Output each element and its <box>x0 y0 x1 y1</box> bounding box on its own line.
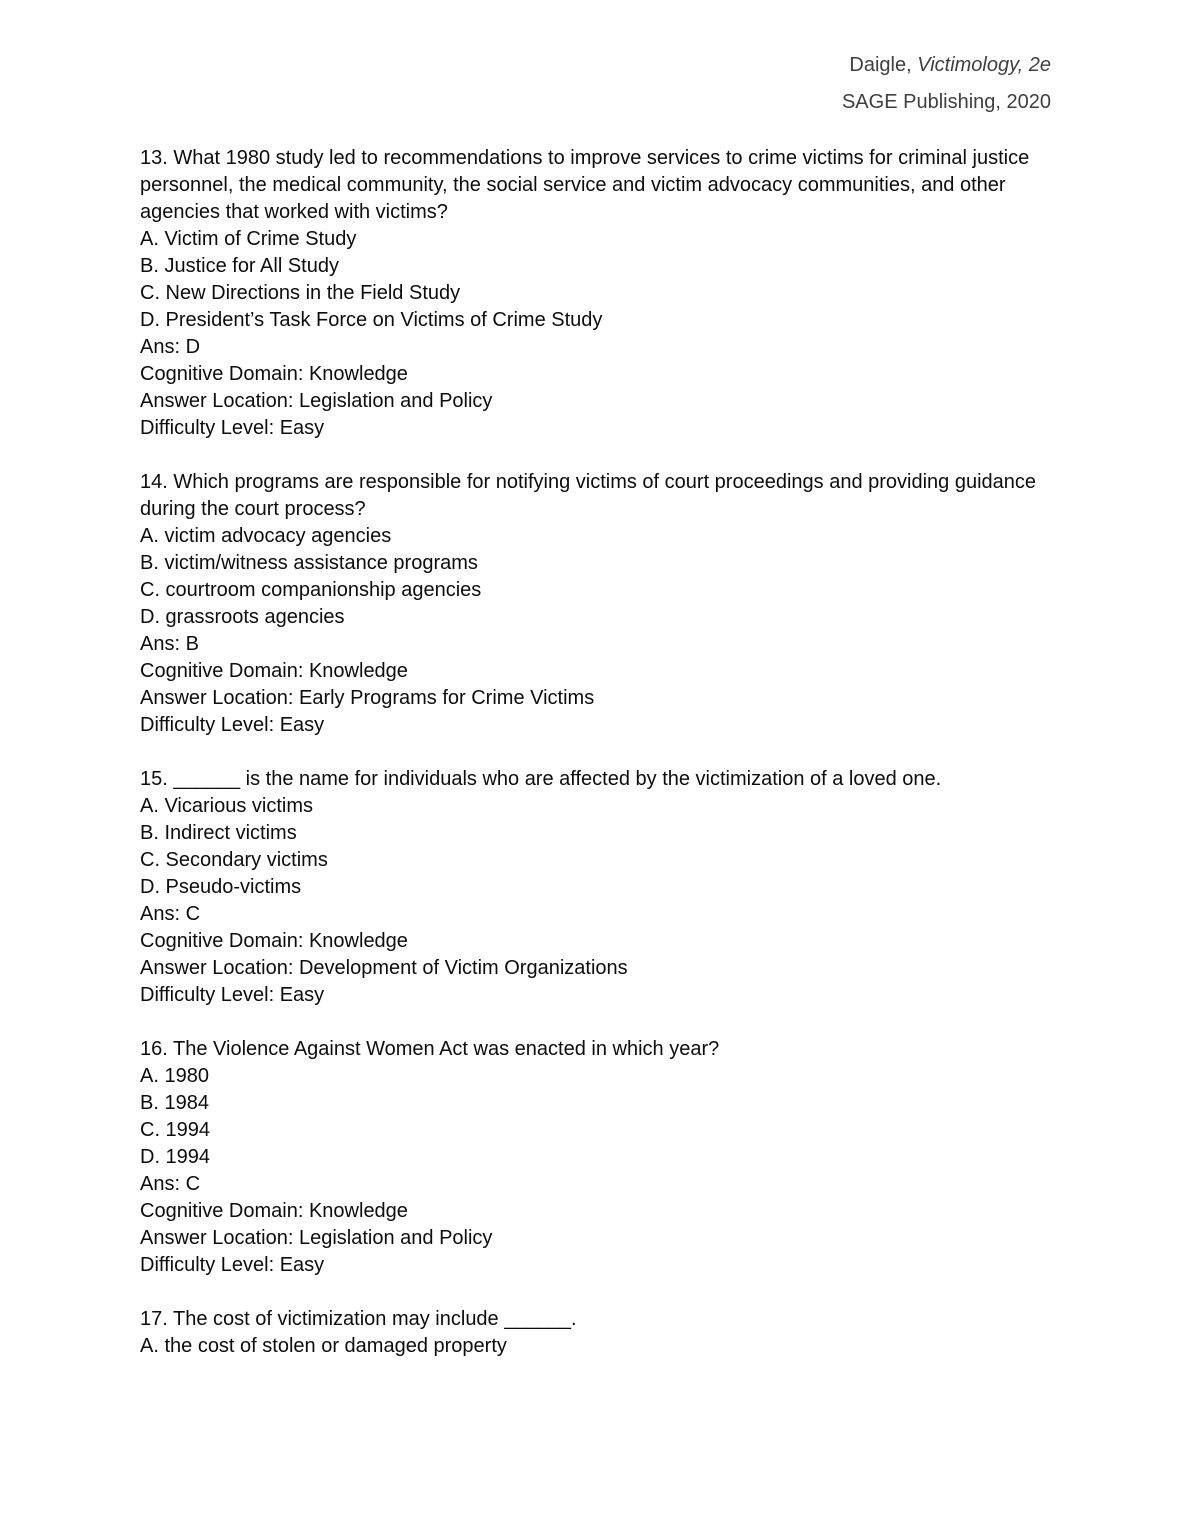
cognitive-domain-line: Cognitive Domain: Knowledge <box>140 1200 408 1222</box>
answer-location-line: Answer Location: Legislation and Policy <box>140 1227 493 1249</box>
question-text: 14. Which programs are responsible for notifying victims of court proceedings and providing guidance during the court process? <box>140 471 1042 520</box>
option-line: B. Justice for All Study <box>140 255 339 277</box>
option-line: D. Pseudo-victims <box>140 876 302 898</box>
question-block <box>140 469 1051 739</box>
question-options <box>140 793 1051 901</box>
option-line: A. victim advocacy agencies <box>140 525 392 547</box>
question-options <box>140 226 1051 334</box>
answer-line: Ans: C <box>140 1173 201 1195</box>
header-publisher: SAGE Publishing, 2020 <box>841 91 1051 113</box>
option-line: B. victim/witness assistance programs <box>140 552 478 574</box>
cognitive-domain-line: Cognitive Domain: Knowledge <box>140 363 408 385</box>
difficulty-line: Difficulty Level: Easy <box>140 1254 325 1276</box>
question-options <box>140 1063 1051 1171</box>
questions-list <box>140 145 1051 1360</box>
question-text: 15. ______ is the name for individuals who are affected by the victimization of a loved one. <box>140 768 942 790</box>
question-text: 17. The cost of victimization may include ______. <box>140 1308 577 1330</box>
option-line: C. Secondary victims <box>140 849 328 871</box>
difficulty-line: Difficulty Level: Easy <box>140 714 325 736</box>
option-line: B. Indirect victims <box>140 822 297 844</box>
answer-location-line: Answer Location: Development of Victim Organizations <box>140 957 628 979</box>
answer-location-line: Answer Location: Early Programs for Crime Victims <box>140 687 595 709</box>
option-line: C. courtroom companionship agencies <box>140 579 482 601</box>
difficulty-line: Difficulty Level: Easy <box>140 984 325 1006</box>
question-block <box>140 1306 1051 1360</box>
header-citation <box>140 52 1051 79</box>
option-line: A. 1980 <box>140 1065 209 1087</box>
question-block <box>140 145 1051 442</box>
answer-line: Ans: D <box>140 336 201 358</box>
answer-line: Ans: B <box>140 633 199 655</box>
difficulty-line: Difficulty Level: Easy <box>140 417 325 439</box>
question-options <box>140 1333 1051 1360</box>
option-line: D. 1994 <box>140 1146 211 1168</box>
question-block <box>140 1036 1051 1279</box>
option-line: A. the cost of stolen or damaged property <box>140 1335 507 1357</box>
header-author: Daigle, <box>849 54 918 76</box>
question-block <box>140 766 1051 1009</box>
option-line: B. 1984 <box>140 1092 209 1114</box>
answer-line: Ans: C <box>140 903 201 925</box>
question-text: 13. What 1980 study led to recommendations to improve services to crime victims for criminal justice personnel, the medical community, the social service and victim advocacy communities, and other agencies that worked with victims? <box>140 147 1035 223</box>
question-options <box>140 523 1051 631</box>
cognitive-domain-line: Cognitive Domain: Knowledge <box>140 660 408 682</box>
option-line: D. grassroots agencies <box>140 606 345 628</box>
option-line: C. New Directions in the Field Study <box>140 282 461 304</box>
header-book-title: Victimology, 2e <box>917 54 1051 76</box>
option-line: A. Victim of Crime Study <box>140 228 357 250</box>
option-line: D. President’s Task Force on Victims of Crime Study <box>140 309 603 331</box>
document-header <box>140 52 1051 116</box>
cognitive-domain-line: Cognitive Domain: Knowledge <box>140 930 408 952</box>
answer-location-line: Answer Location: Legislation and Policy <box>140 390 493 412</box>
option-line: A. Vicarious victims <box>140 795 314 817</box>
question-text: 16. The Violence Against Women Act was enacted in which year? <box>140 1038 720 1060</box>
option-line: C. 1994 <box>140 1119 211 1141</box>
